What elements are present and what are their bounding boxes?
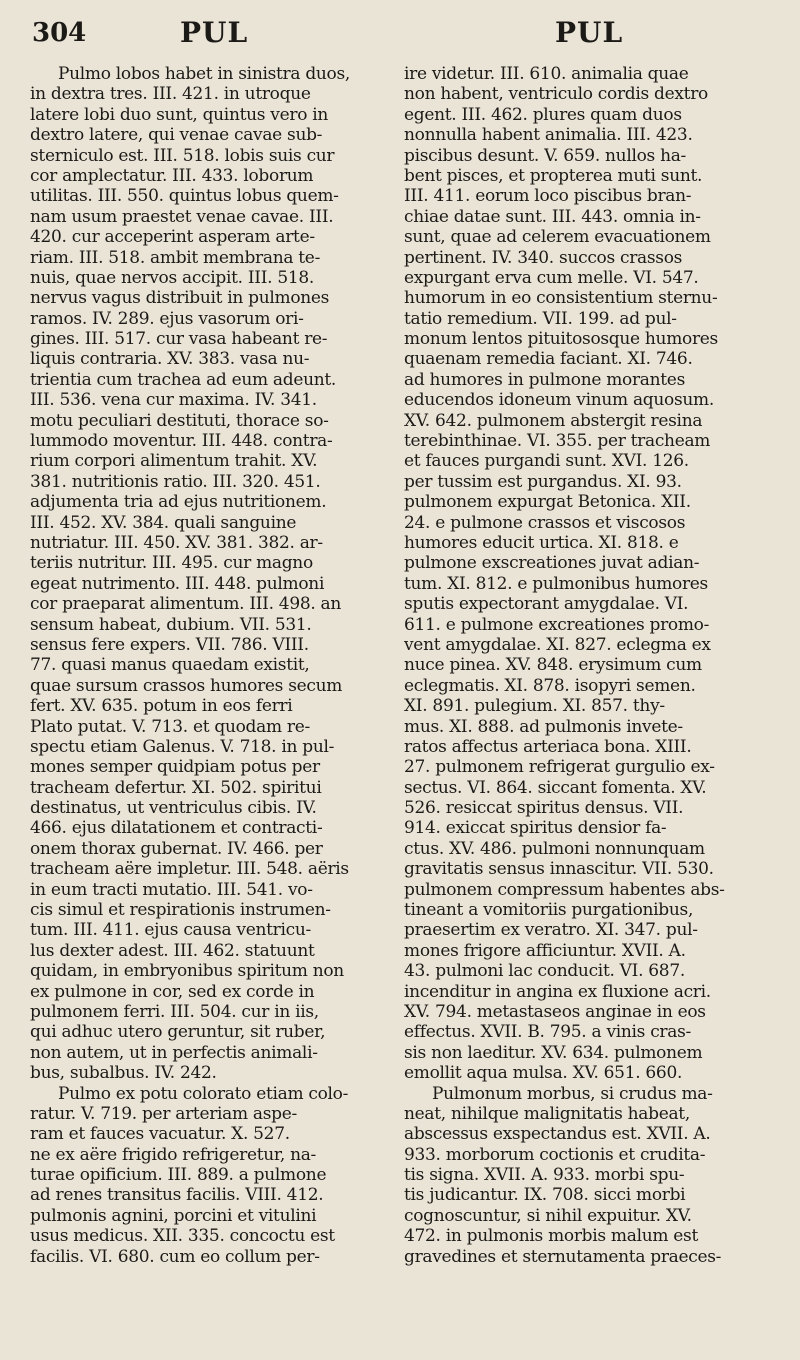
text-line: riam. III. 518. ambit membrana te- (30, 247, 321, 268)
text-line: ratos affectus arteriaca bona. XIII. (404, 736, 692, 757)
text-line: nuce pinea. XV. 848. erysimum cum (404, 655, 702, 676)
text-line: 466. ejus dilatationem et contracti- (30, 818, 323, 839)
text-line: adjumenta tria ad ejus nutritionem. (30, 492, 327, 513)
text-line: Pulmo ex potu colorato etiam colo- (58, 1083, 349, 1104)
text-line: 472. in pulmonis morbis malum est (404, 1226, 698, 1247)
text-line: III. 411. eorum loco piscibus bran- (404, 186, 692, 207)
text-line: teriis nutritur. III. 495. cur magno (30, 553, 313, 574)
text-line: motu peculiari destituti, thorace so- (30, 410, 329, 431)
text-line: ratur. V. 719. per arteriam aspe- (30, 1103, 297, 1124)
text-line: pulmonem compressum habentes abs- (404, 879, 725, 900)
text-line: rium corpori alimentum trahit. XV. (30, 451, 318, 472)
left-running-head: PUL (180, 16, 249, 49)
text-line: et fauces purgandi sunt. XVI. 126. (404, 451, 689, 472)
text-line: ex pulmone in cor, sed ex corde in (30, 981, 315, 1002)
text-line: effectus. XVII. B. 795. a vinis cras- (404, 1022, 691, 1043)
text-line: 933. morborum coctionis et crudita- (404, 1144, 706, 1165)
text-line: tis signa. XVII. A. 933. morbi spu- (404, 1165, 685, 1186)
text-line: praesertim ex veratro. XI. 347. pul- (404, 920, 698, 941)
text-line: sterniculo est. III. 518. lobis suis cur (30, 145, 335, 166)
text-line: monum lentos pituitososque humores (404, 329, 718, 350)
text-line: sectus. VI. 864. siccant fomenta. XV. (404, 777, 707, 798)
text-line: nuis, quae nervos accipit. III. 518. (30, 267, 314, 288)
text-line: 381. nutritionis ratio. III. 320. 451. (30, 471, 321, 492)
text-line: III. 452. XV. 384. quali sanguine (30, 512, 297, 533)
text-line: fert. XV. 635. potum in eos ferri (30, 696, 293, 717)
text-line: incenditur in angina ex fluxione acri. (404, 981, 711, 1002)
text-line: 77. quasi manus quaedam existit, (30, 655, 310, 676)
text-line: ire videtur. III. 610. animalia quae (404, 64, 689, 84)
text-line: pertinent. IV. 340. succos crassos (404, 247, 683, 268)
text-line: Pulmo lobos habet in sinistra duos, (58, 64, 351, 84)
text-line: mones frigore afficiuntur. XVII. A. (404, 940, 686, 961)
text-line: in dextra tres. III. 421. in utroque (30, 84, 311, 105)
text-line: mones semper quidpiam potus per (30, 757, 320, 778)
text-line: XV. 794. metastaseos anginae in eos (404, 1001, 706, 1022)
text-line: latere lobi duo sunt, quintus vero in (30, 104, 329, 125)
text-line: liquis contraria. XV. 383. vasa nu- (30, 349, 310, 370)
text-line: humores educit urtica. XI. 818. e (404, 532, 679, 553)
text-line: tum. XI. 812. e pulmonibus humores (404, 573, 708, 594)
text-line: quae sursum crassos humores secum (30, 675, 343, 696)
text-line: XV. 642. pulmonem abstergit resina (404, 410, 703, 431)
text-line: lus dexter adest. III. 462. statuunt (30, 940, 315, 961)
text-line: usus medicus. XII. 335. concoctu est (30, 1226, 335, 1247)
text-line: III. 536. vena cur maxima. IV. 341. (30, 390, 317, 411)
text-line: pulmonem ferri. III. 504. cur in iis, (30, 1001, 319, 1022)
text-line: turae opificium. III. 889. a pulmone (30, 1165, 327, 1186)
page-number: 304 (32, 18, 87, 48)
text-line: gines. III. 517. cur vasa habeant re- (30, 329, 328, 350)
text-line: 914. exiccat spiritus densior fa- (404, 818, 667, 839)
text-line: tracheam aëre impletur. III. 548. aëris (30, 859, 349, 880)
text-line: egent. III. 462. plures quam duos (404, 104, 682, 125)
text-line: tracheam defertur. XI. 502. spiritui (30, 777, 322, 798)
text-line: nutriatur. III. 450. XV. 381. 382. ar- (30, 532, 323, 553)
text-line: pulmone exscreationes juvat adian- (404, 553, 700, 574)
text-line: cor praeparat alimentum. III. 498. an (30, 594, 342, 615)
left-column (30, 64, 398, 1267)
text-line: emollit aqua mulsa. XV. 651. 660. (404, 1063, 683, 1084)
text-line: egeat nutrimento. III. 448. pulmoni (30, 573, 325, 594)
text-line: eclegmatis. XI. 878. isopyri semen. (404, 675, 696, 696)
text-line: humorum in eo consistentium sternu- (404, 288, 718, 309)
text-line: nam usum praestet venae cavae. III. (30, 206, 334, 227)
text-line: cis simul et respirationis instrumen- (30, 900, 331, 921)
text-line: vent amygdalae. XI. 827. eclegma ex (404, 634, 711, 655)
text-line: per tussim est purgandus. XI. 93. (404, 471, 682, 492)
right-running-head: PUL (555, 16, 624, 49)
text-line: neat, nihilque malignitatis habeat, (404, 1103, 690, 1124)
text-line: bent pisces, et propterea muti sunt. (404, 165, 703, 186)
text-line: tum. III. 411. ejus causa ventricu- (30, 920, 311, 941)
text-line: 611. e pulmone excreationes promo- (404, 614, 710, 635)
text-line: ad humores in pulmone morantes (404, 369, 685, 390)
text-line: nonnulla habent animalia. III. 423. (404, 125, 693, 146)
text-line: ram et fauces vacuatur. X. 527. (30, 1124, 290, 1145)
text-line: bus, subalbus. IV. 242. (30, 1063, 217, 1084)
text-line: quidam, in embryonibus spiritum non (30, 961, 344, 982)
text-line: piscibus desunt. V. 659. nullos ha- (404, 145, 686, 166)
text-line: sensum habeat, dubium. VII. 531. (30, 614, 312, 635)
text-line: onem thorax gubernat. IV. 466. per (30, 838, 323, 859)
text-line: 420. cur acceperint asperam arte- (30, 227, 315, 248)
text-line: 526. resiccat spiritus densus. VII. (404, 798, 684, 819)
text-line: abscessus exspectandus est. XVII. A. (404, 1124, 711, 1145)
text-line: pulmonis agnini, porcini et vitulini (30, 1205, 317, 1226)
text-line: chiae datae sunt. III. 443. omnia in- (404, 206, 701, 227)
text-line: pulmonem expurgat Betonica. XII. (404, 492, 691, 513)
text-line: tatio remedium. VII. 199. ad pul- (404, 308, 677, 329)
right-column (404, 64, 770, 1267)
text-line: sunt, quae ad celerem evacuationem (404, 227, 711, 248)
text-line: mus. XI. 888. ad pulmonis invete- (404, 716, 683, 737)
text-line: utilitas. III. 550. quintus lobus quem- (30, 186, 339, 207)
text-line: sputis expectorant amygdalae. VI. (404, 594, 689, 615)
text-line: non autem, ut in perfectis animali- (30, 1042, 318, 1063)
page-header (0, 0, 800, 58)
text-line: Plato putat. V. 713. et quodam re- (30, 716, 310, 737)
text-line: 24. e pulmone crassos et viscosos (404, 512, 686, 533)
text-line: facilis. VI. 680. cum eo collum per- (30, 1246, 320, 1267)
text-line: ad renes transitus facilis. VIII. 412. (30, 1185, 324, 1206)
text-line: nervus vagus distribuit in pulmones (30, 288, 330, 309)
text-line: destinatus, ut ventriculus cibis. IV. (30, 798, 317, 819)
text-line: dextro latere, qui venae cavae sub- (30, 125, 323, 146)
text-line: lummodo moventur. III. 448. contra- (30, 431, 333, 452)
text-line: quaenam remedia faciant. XI. 746. (404, 349, 693, 370)
text-line: expurgant erva cum melle. VI. 547. (404, 267, 699, 288)
text-line: non habent, ventriculo cordis dextro (404, 84, 708, 105)
text-line: qui adhuc utero geruntur, sit ruber, (30, 1022, 326, 1043)
text-line: spectu etiam Galenus. V. 718. in pul- (30, 736, 335, 757)
text-line: ramos. IV. 289. ejus vasorum ori- (30, 308, 304, 329)
text-line: in eum tracti mutatio. III. 541. vo- (30, 879, 313, 900)
text-line: gravedines et sternutamenta praeces- (404, 1246, 722, 1267)
text-line: Pulmonum morbus, si crudus ma- (432, 1083, 713, 1104)
text-line: gravitatis sensus innascitur. VII. 530. (404, 859, 714, 880)
text-line: terebinthinae. VI. 355. per tracheam (404, 431, 711, 452)
text-line: XI. 891. pulegium. XI. 857. thy- (404, 696, 665, 717)
text-line: tineant a vomitoriis purgationibus, (404, 900, 694, 921)
text-line: ctus. XV. 486. pulmoni nonnunquam (404, 838, 705, 859)
text-line: 27. pulmonem refrigerat gurgulio ex- (404, 757, 715, 778)
text-line: trientia cum trachea ad eum adeunt. (30, 369, 337, 390)
text-line: cor amplectatur. III. 433. loborum (30, 165, 314, 186)
text-line: tis judicantur. IX. 708. sicci morbi (404, 1185, 686, 1206)
text-line: 43. pulmoni lac conducit. VI. 687. (404, 961, 685, 982)
text-line: cognoscuntur, si nihil expuitur. XV. (404, 1205, 692, 1226)
text-line: sensus fere expers. VII. 786. VIII. (30, 634, 309, 655)
text-line: educendos idoneum vinum aquosum. (404, 390, 714, 411)
text-line: sis non laeditur. XV. 634. pulmonem (404, 1042, 703, 1063)
text-line: ne ex aëre frigido refrigeretur, na- (30, 1144, 316, 1165)
